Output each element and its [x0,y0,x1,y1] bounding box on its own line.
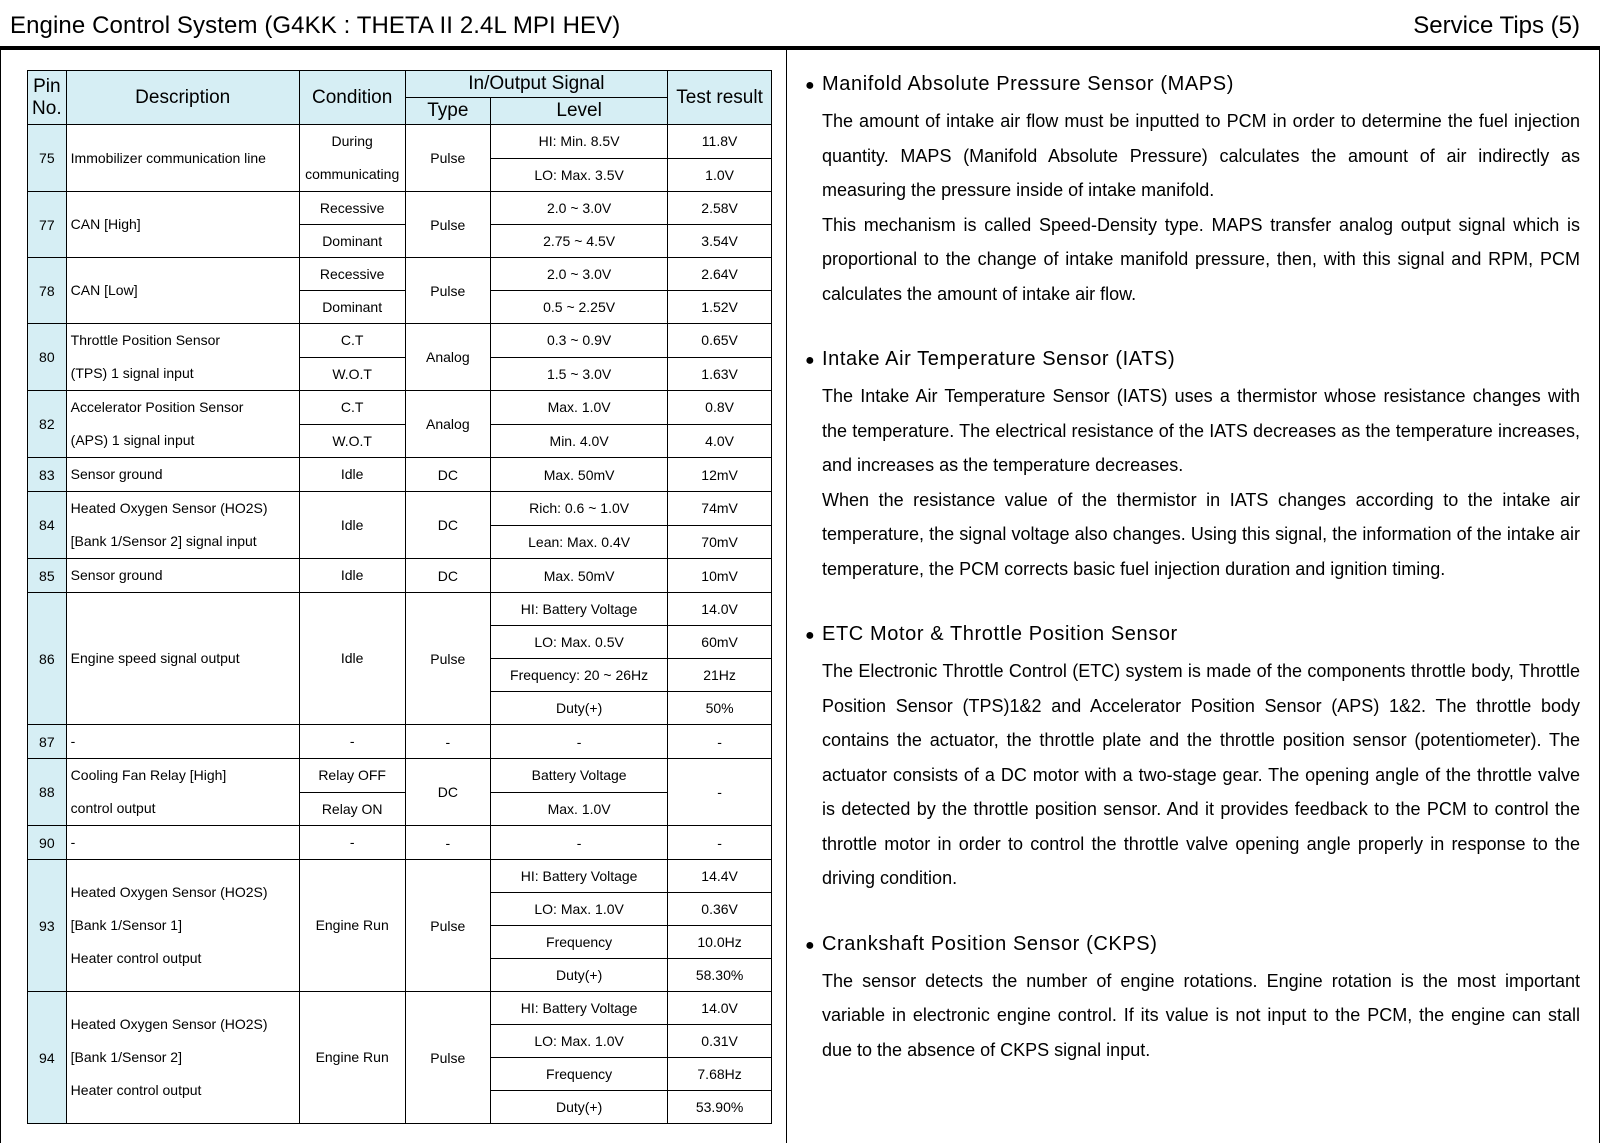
signal-type: Pulse [405,992,490,1124]
description-line: Accelerator Position Sensor [70,399,244,415]
table-row [28,725,772,759]
condition-line: Idle [340,650,364,666]
description-line: Engine speed signal output [70,650,240,666]
test-result: 10mV [668,559,772,593]
test-result: 1.63V [668,357,772,391]
description-line: Sensor ground [70,466,163,482]
note-paragraph: The Electronic Throttle Control (ETC) system is made of the components throttle body, Throttle Position Sensor (TPS)1&2 and Accelerator Position Sensor (APS) 1&2. The throttle body contains the actuator, the throttle plate and the throttle position sensor (potentiometer). The actuator consists of a DC motor with a two-stage gear. The opening angle of the throttle valve is detected by the throttle position sensor. And it provides feedback to the PCM to control the throttle motor in order to control the throttle valve opening angle properly in response to the driving condition. [822,661,1580,888]
signal-level: - [491,725,668,759]
service-notes [805,70,1580,1101]
signal-level: Duty(+) [491,692,668,725]
signal-type: DC [405,759,490,826]
signal-type: - [405,725,490,759]
description-line: Throttle Position Sensor [70,332,221,348]
note-paragraph: The Intake Air Temperature Sensor (IATS) uses a thermistor whose resistance changes with the temperature. The electrical resistance of the IATS decreases as the temperature increases, and increases as the temperature decreases. [822,386,1580,475]
condition-line: During [331,133,373,149]
pin-number: 86 [28,593,67,725]
signal-level: 1.5 ~ 3.0V [491,357,668,391]
pin-description [66,192,299,258]
condition-cell: C.T [299,324,405,358]
signal-type: DC [405,458,490,492]
signal-type: DC [405,492,490,559]
signal-level: Max. 50mV [491,458,668,492]
note-section [805,620,1580,896]
header-type: Type [405,98,490,125]
condition-cell [299,826,405,860]
test-result: 4.0V [668,424,772,458]
pin-description [66,826,299,860]
header-condition: Condition [299,71,405,125]
description-line: Heated Oxygen Sensor (HO2S) [70,884,268,900]
test-result: 0.8V [668,391,772,425]
note-section [805,345,1580,586]
pin-number: 83 [28,458,67,492]
pin-description [66,391,299,458]
signal-level: Rich: 0.6 ~ 1.0V [491,492,668,526]
signal-level: HI: Min. 8.5V [491,125,668,159]
test-result: 0.65V [668,324,772,358]
signal-type: - [405,826,490,860]
test-result: - [668,826,772,860]
pin-description [66,860,299,992]
pin-description [66,759,299,826]
test-result: 53.90% [668,1091,772,1124]
pin-table-body [28,125,772,1124]
signal-level: Duty(+) [491,1091,668,1124]
bullet-icon: ● [805,77,816,94]
signal-type: Pulse [405,125,490,192]
condition-cell: Dominant [299,225,405,258]
signal-level: Frequency: 20 ~ 26Hz [491,659,668,692]
pin-description [66,593,299,725]
signal-level: Max. 50mV [491,559,668,593]
test-result: 0.31V [668,1025,772,1058]
signal-level: Lean: Max. 0.4V [491,525,668,559]
description-line: CAN [Low] [70,282,138,298]
pin-number: 90 [28,826,67,860]
signal-level: 0.5 ~ 2.25V [491,291,668,324]
table-row [28,826,772,860]
test-result: - [668,759,772,826]
table-row [28,458,772,492]
description-line: [Bank 1/Sensor 2] [70,1049,182,1065]
condition-line: communicating [305,166,400,182]
table-row [28,992,772,1025]
condition-cell: Recessive [299,258,405,291]
pin-number: 87 [28,725,67,759]
description-line: (APS) 1 signal input [70,432,195,448]
description-line: - [70,834,76,850]
note-paragraph: The sensor detects the number of engine rotations. Engine rotation is the most important variable in electronic engine control. If its value is not input to the PCM, the engine can stall due to the absence of CKPS signal input. [822,970,1580,1060]
table-row [28,125,772,159]
condition-cell: W.O.T [299,424,405,458]
pin-description [66,324,299,391]
test-result: 12mV [668,458,772,492]
description-line: Heated Oxygen Sensor (HO2S) [70,500,268,516]
table-row [28,192,772,225]
condition-cell: Dominant [299,291,405,324]
signal-level: LO: Max. 0.5V [491,626,668,659]
condition-cell: C.T [299,391,405,425]
note-title: Manifold Absolute Pressure Sensor (MAPS) [822,73,1234,95]
signal-type: Pulse [405,593,490,725]
page-header [0,0,1600,50]
table-row [28,593,772,626]
test-result: 60mV [668,626,772,659]
note-section [805,930,1580,1068]
signal-level: Max. 1.0V [491,391,668,425]
signal-level: 2.0 ~ 3.0V [491,258,668,291]
signal-level: Min. 4.0V [491,424,668,458]
signal-level: LO: Max. 1.0V [491,893,668,926]
note-title: ETC Motor & Throttle Position Sensor [822,623,1178,645]
pin-number: 88 [28,759,67,826]
note-title: Crankshaft Position Sensor (CKPS) [822,932,1158,955]
test-result: 14.0V [668,593,772,626]
condition-cell: Recessive [299,192,405,225]
table-row [28,258,772,291]
signal-level: Frequency [491,926,668,959]
note-section [805,70,1580,311]
pin-number: 80 [28,324,67,391]
description-line: Heater control output [70,950,202,966]
signal-level: LO: Max. 3.5V [491,158,668,192]
test-result: 10.0Hz [668,926,772,959]
test-result: 2.64V [668,258,772,291]
pin-description [66,258,299,324]
note-heading [805,70,1580,100]
test-result: 1.52V [668,291,772,324]
test-result: 2.58V [668,192,772,225]
test-result: 11.8V [668,125,772,159]
condition-line: Idle [340,516,364,533]
table-row [28,324,772,358]
condition-cell: W.O.T [299,357,405,391]
table-row [28,860,772,893]
test-result: 21Hz [668,659,772,692]
frame-left-border [0,50,1,1143]
signal-type: DC [405,559,490,593]
note-heading [805,930,1580,960]
signal-type: Pulse [405,258,490,324]
description-line: Immobilizer communication line [70,149,266,166]
condition-line: Idle [340,567,364,583]
header-no: No. [32,97,62,119]
signal-level: Max. 1.0V [491,792,668,826]
test-result: 58.30% [668,959,772,992]
column-divider [786,50,787,1143]
note-paragraph: This mechanism is called Speed-Density type. MAPS transfer analog output signal which is proportional to the change of intake manifold pressure, then, with this signal and RPM, PCM calculates the amount of intake air flow. [822,214,1580,304]
signal-level: - [491,826,668,860]
description-line: Heated Oxygen Sensor (HO2S) [70,1016,268,1032]
pin-number: 77 [28,192,67,258]
test-result: 1.0V [668,158,772,192]
test-result: 0.36V [668,893,772,926]
table-row [28,391,772,425]
header-pin: Pin [33,75,61,97]
description-line: Sensor ground [70,567,163,583]
condition-cell [299,725,405,759]
pin-number: 75 [28,125,67,192]
pin-number: 94 [28,992,67,1124]
signal-level: HI: Battery Voltage [491,593,668,626]
pin-number: 85 [28,559,67,593]
pin-description [66,992,299,1124]
header-pin-no [28,71,67,125]
note-paragraph: The amount of intake air flow must be inputted to PCM in order to determine the fuel injection quantity. MAPS (Manifold Absolute Pressure) calculates the amount of air indirectly as measuring the pressure inside of intake manifold. [822,111,1580,200]
signal-type: Analog [405,391,490,458]
note-heading [805,620,1580,650]
signal-level: Battery Voltage [491,759,668,793]
test-result: 14.0V [668,992,772,1025]
signal-level: 2.75 ~ 4.5V [491,225,668,258]
test-result: 50% [668,692,772,725]
signal-type: Pulse [405,860,490,992]
condition-cell [299,593,405,725]
test-result: 14.4V [668,860,772,893]
pin-number: 78 [28,258,67,324]
pin-description [66,492,299,559]
signal-level: HI: Battery Voltage [491,860,668,893]
table-row [28,759,772,793]
condition-cell [299,559,405,593]
condition-line: - [349,733,355,749]
condition-cell [299,458,405,492]
pin-signal-table [27,70,772,1124]
note-title: Intake Air Temperature Sensor (IATS) [822,348,1176,370]
pin-description [66,458,299,492]
description-line: control output [70,800,156,816]
bullet-icon: ● [805,627,816,644]
condition-cell [299,125,405,192]
condition-line: Engine Run [315,1049,389,1065]
condition-cell: Relay OFF [299,759,405,793]
test-result: 70mV [668,525,772,559]
condition-line: - [349,834,355,850]
signal-level: LO: Max. 1.0V [491,1025,668,1058]
condition-cell [299,492,405,559]
condition-line: Idle [340,466,364,482]
table-row [28,559,772,593]
test-result: 3.54V [668,225,772,258]
signal-level: Duty(+) [491,959,668,992]
pin-number: 84 [28,492,67,559]
condition-cell [299,860,405,992]
table-row [28,492,772,526]
signal-level: HI: Battery Voltage [491,992,668,1025]
pin-description [66,725,299,759]
header-test-result: Test result [668,71,772,125]
test-result: 7.68Hz [668,1058,772,1091]
test-result: - [668,725,772,759]
signal-type: Pulse [405,192,490,258]
pin-number: 93 [28,860,67,992]
description-line: [Bank 1/Sensor 2] signal input [70,533,257,549]
bullet-icon: ● [805,936,816,954]
pin-description [66,559,299,593]
signal-level: 0.3 ~ 0.9V [491,324,668,358]
description-line: [Bank 1/Sensor 1] [70,917,182,933]
description-line: (TPS) 1 signal input [70,365,194,381]
signal-level: Frequency [491,1058,668,1091]
condition-line: Engine Run [315,917,389,933]
pin-number: 82 [28,391,67,458]
note-heading [805,345,1580,375]
condition-cell [299,992,405,1124]
header-description: Description [66,71,299,125]
page-label: Service Tips (5) [1413,12,1580,39]
signal-type: Analog [405,324,490,391]
header-level: Level [491,98,668,125]
description-line: - [70,733,76,749]
header-io-signal: In/Output Signal [405,71,668,98]
pin-description [66,125,299,192]
description-line: CAN [High] [70,216,141,232]
note-paragraph: When the resistance value of the thermistor in IATS changes according to the intake air temperature, the signal voltage also changes. Using this signal, the information of the intake air temperature, the PCM corrects basic fuel injection duration and ignition timing. [822,489,1580,579]
description-line: Cooling Fan Relay [High] [70,767,227,783]
description-line: Heater control output [70,1082,202,1098]
document-title: Engine Control System (G4KK : THETA II 2.4L MPI HEV) [10,12,621,39]
signal-level: 2.0 ~ 3.0V [491,192,668,225]
bullet-icon: ● [805,352,816,369]
test-result: 74mV [668,492,772,526]
condition-cell: Relay ON [299,792,405,826]
